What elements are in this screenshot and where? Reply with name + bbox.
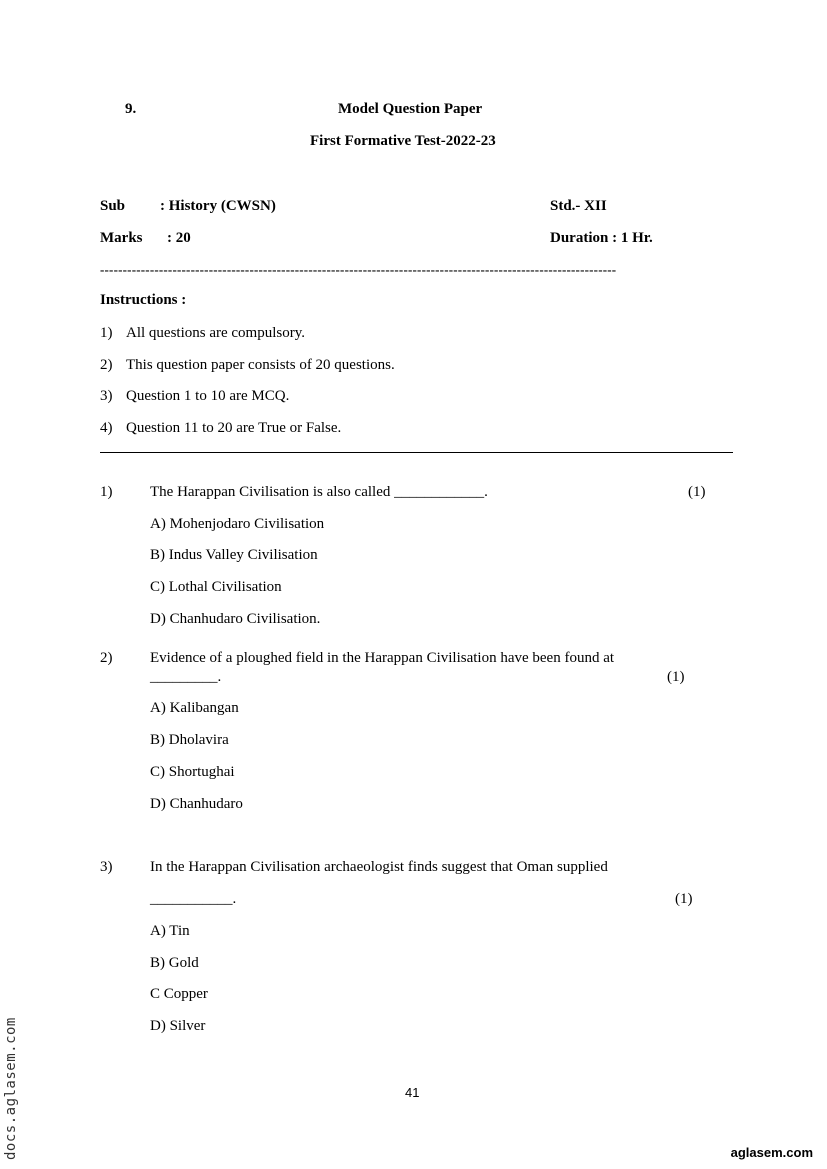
question-marks: (1) <box>667 669 685 685</box>
marks-value: : 20 <box>167 230 191 246</box>
instruction-text: Question 1 to 10 are MCQ. <box>126 388 290 404</box>
page-number: 41 <box>405 1085 420 1100</box>
standard: Std.- XII <box>550 198 607 214</box>
question-number: 2) <box>100 650 113 666</box>
question-marks: (1) <box>675 891 693 907</box>
instruction-number: 3) <box>100 388 113 404</box>
duration: Duration : 1 Hr. <box>550 230 653 246</box>
page-subtitle: First Formative Test-2022-23 <box>310 133 496 149</box>
subject-value: : History (CWSN) <box>160 198 276 214</box>
question-text: The Harappan Civilisation is also called ____________. <box>150 484 488 500</box>
question-number: 3) <box>100 859 113 875</box>
option-d: D) Chanhudaro <box>150 796 243 812</box>
instruction-text: Question 11 to 20 are True or False. <box>126 420 342 436</box>
brand-link[interactable]: aglasem.com <box>730 1145 813 1160</box>
option-d: D) Chanhudaro Civilisation. <box>150 611 321 627</box>
instructions-heading: Instructions : <box>100 292 187 308</box>
option-b: B) Dholavira <box>150 732 229 748</box>
subject-label: Sub <box>100 198 126 214</box>
option-a: A) Tin <box>150 923 190 939</box>
question-paper-number: 9. <box>125 101 137 117</box>
horizontal-rule <box>100 452 733 453</box>
instruction-text: This question paper consists of 20 questions. <box>126 357 395 373</box>
question-number: 1) <box>100 484 113 500</box>
instruction-number: 2) <box>100 357 113 373</box>
option-c: C) Shortughai <box>150 764 235 780</box>
question-text: Evidence of a ploughed field in the Harappan Civilisation have been found at <box>150 650 615 666</box>
instruction-number: 1) <box>100 325 113 341</box>
instruction-text: All questions are compulsory. <box>126 325 305 341</box>
option-b: B) Indus Valley Civilisation <box>150 547 318 563</box>
instruction-number: 4) <box>100 420 113 436</box>
option-d: D) Silver <box>150 1018 206 1034</box>
dashed-divider: ------------------------------------------------------------------------------------------------------------------ <box>100 262 617 277</box>
option-b: B) Gold <box>150 955 199 971</box>
question-blank: _________. <box>150 669 222 685</box>
question-marks: (1) <box>688 484 706 500</box>
question-blank: ___________. <box>150 891 237 907</box>
vertical-watermark: docs.aglasem.com <box>3 1017 19 1160</box>
option-a: A) Kalibangan <box>150 700 239 716</box>
marks-label: Marks <box>100 230 143 246</box>
option-a: A) Mohenjodaro Civilisation <box>150 516 325 532</box>
option-c: C Copper <box>150 986 208 1002</box>
question-text: In the Harappan Civilisation archaeologist finds suggest that Oman supplied <box>150 859 608 875</box>
page-title: Model Question Paper <box>338 101 483 117</box>
option-c: C) Lothal Civilisation <box>150 579 282 595</box>
